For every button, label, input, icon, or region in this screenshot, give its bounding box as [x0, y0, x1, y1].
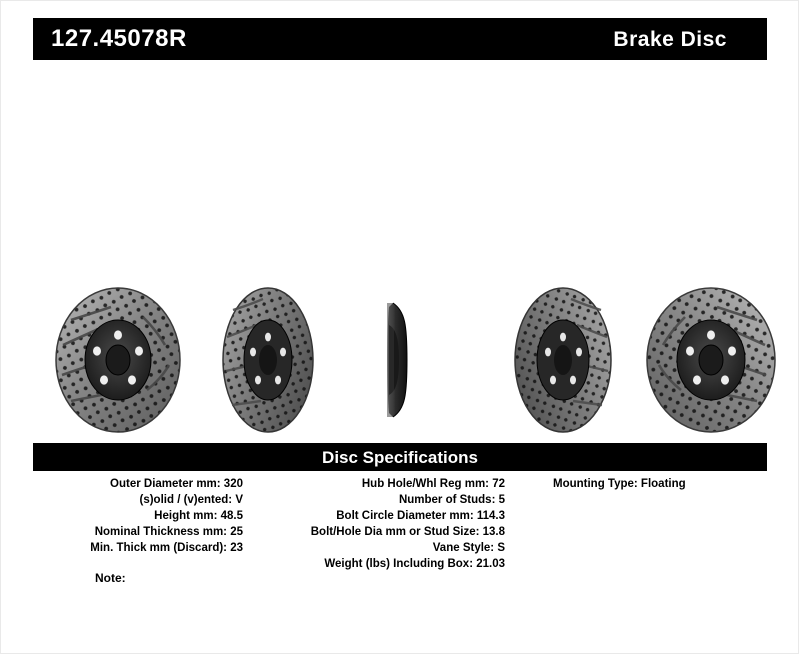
spec-item: Outer Diameter mm: 320	[110, 478, 243, 490]
spec-item: Min. Thick mm (Discard): 23	[90, 542, 243, 554]
header-bar	[33, 18, 767, 60]
disc-specifications-title: Disc Specifications	[322, 447, 478, 467]
spec-item: Vane Style: S	[432, 542, 505, 554]
rotor-view-front-angled-right	[629, 285, 799, 440]
rotor-view-three-quarter-left	[203, 285, 333, 440]
spec-item: Bolt Circle Diameter mm: 114.3	[336, 510, 505, 522]
spec-item: Bolt/Hole Dia mm or Stud Size: 13.8	[310, 526, 505, 538]
spec-column-left	[33, 476, 243, 556]
spec-item: Height mm: 48.5	[154, 510, 243, 522]
page-title: Brake Disc	[613, 27, 727, 51]
disc-specifications-bar	[33, 443, 767, 471]
part-number: 127.45078R	[51, 25, 187, 52]
spec-item: Hub Hole/Whl Reg mm: 72	[361, 478, 505, 490]
spec-column-right	[553, 476, 767, 492]
spec-item: Mounting Type: Floating	[553, 478, 686, 490]
rotor-view-edge-profile	[363, 285, 433, 440]
note-label: Note:	[95, 571, 126, 585]
rotor-view-three-quarter-right	[493, 285, 633, 440]
spec-item: Nominal Thickness mm: 25	[94, 526, 243, 538]
rotor-view-front-angled-left	[33, 285, 203, 440]
spec-item: (s)olid / (v)ented: V	[139, 494, 243, 506]
spec-column-middle	[255, 476, 505, 572]
product-image-strip	[33, 285, 767, 440]
spec-item: Weight (lbs) Including Box: 21.03	[324, 558, 505, 570]
note-field	[95, 571, 126, 585]
spec-item: Number of Studs: 5	[398, 494, 505, 506]
